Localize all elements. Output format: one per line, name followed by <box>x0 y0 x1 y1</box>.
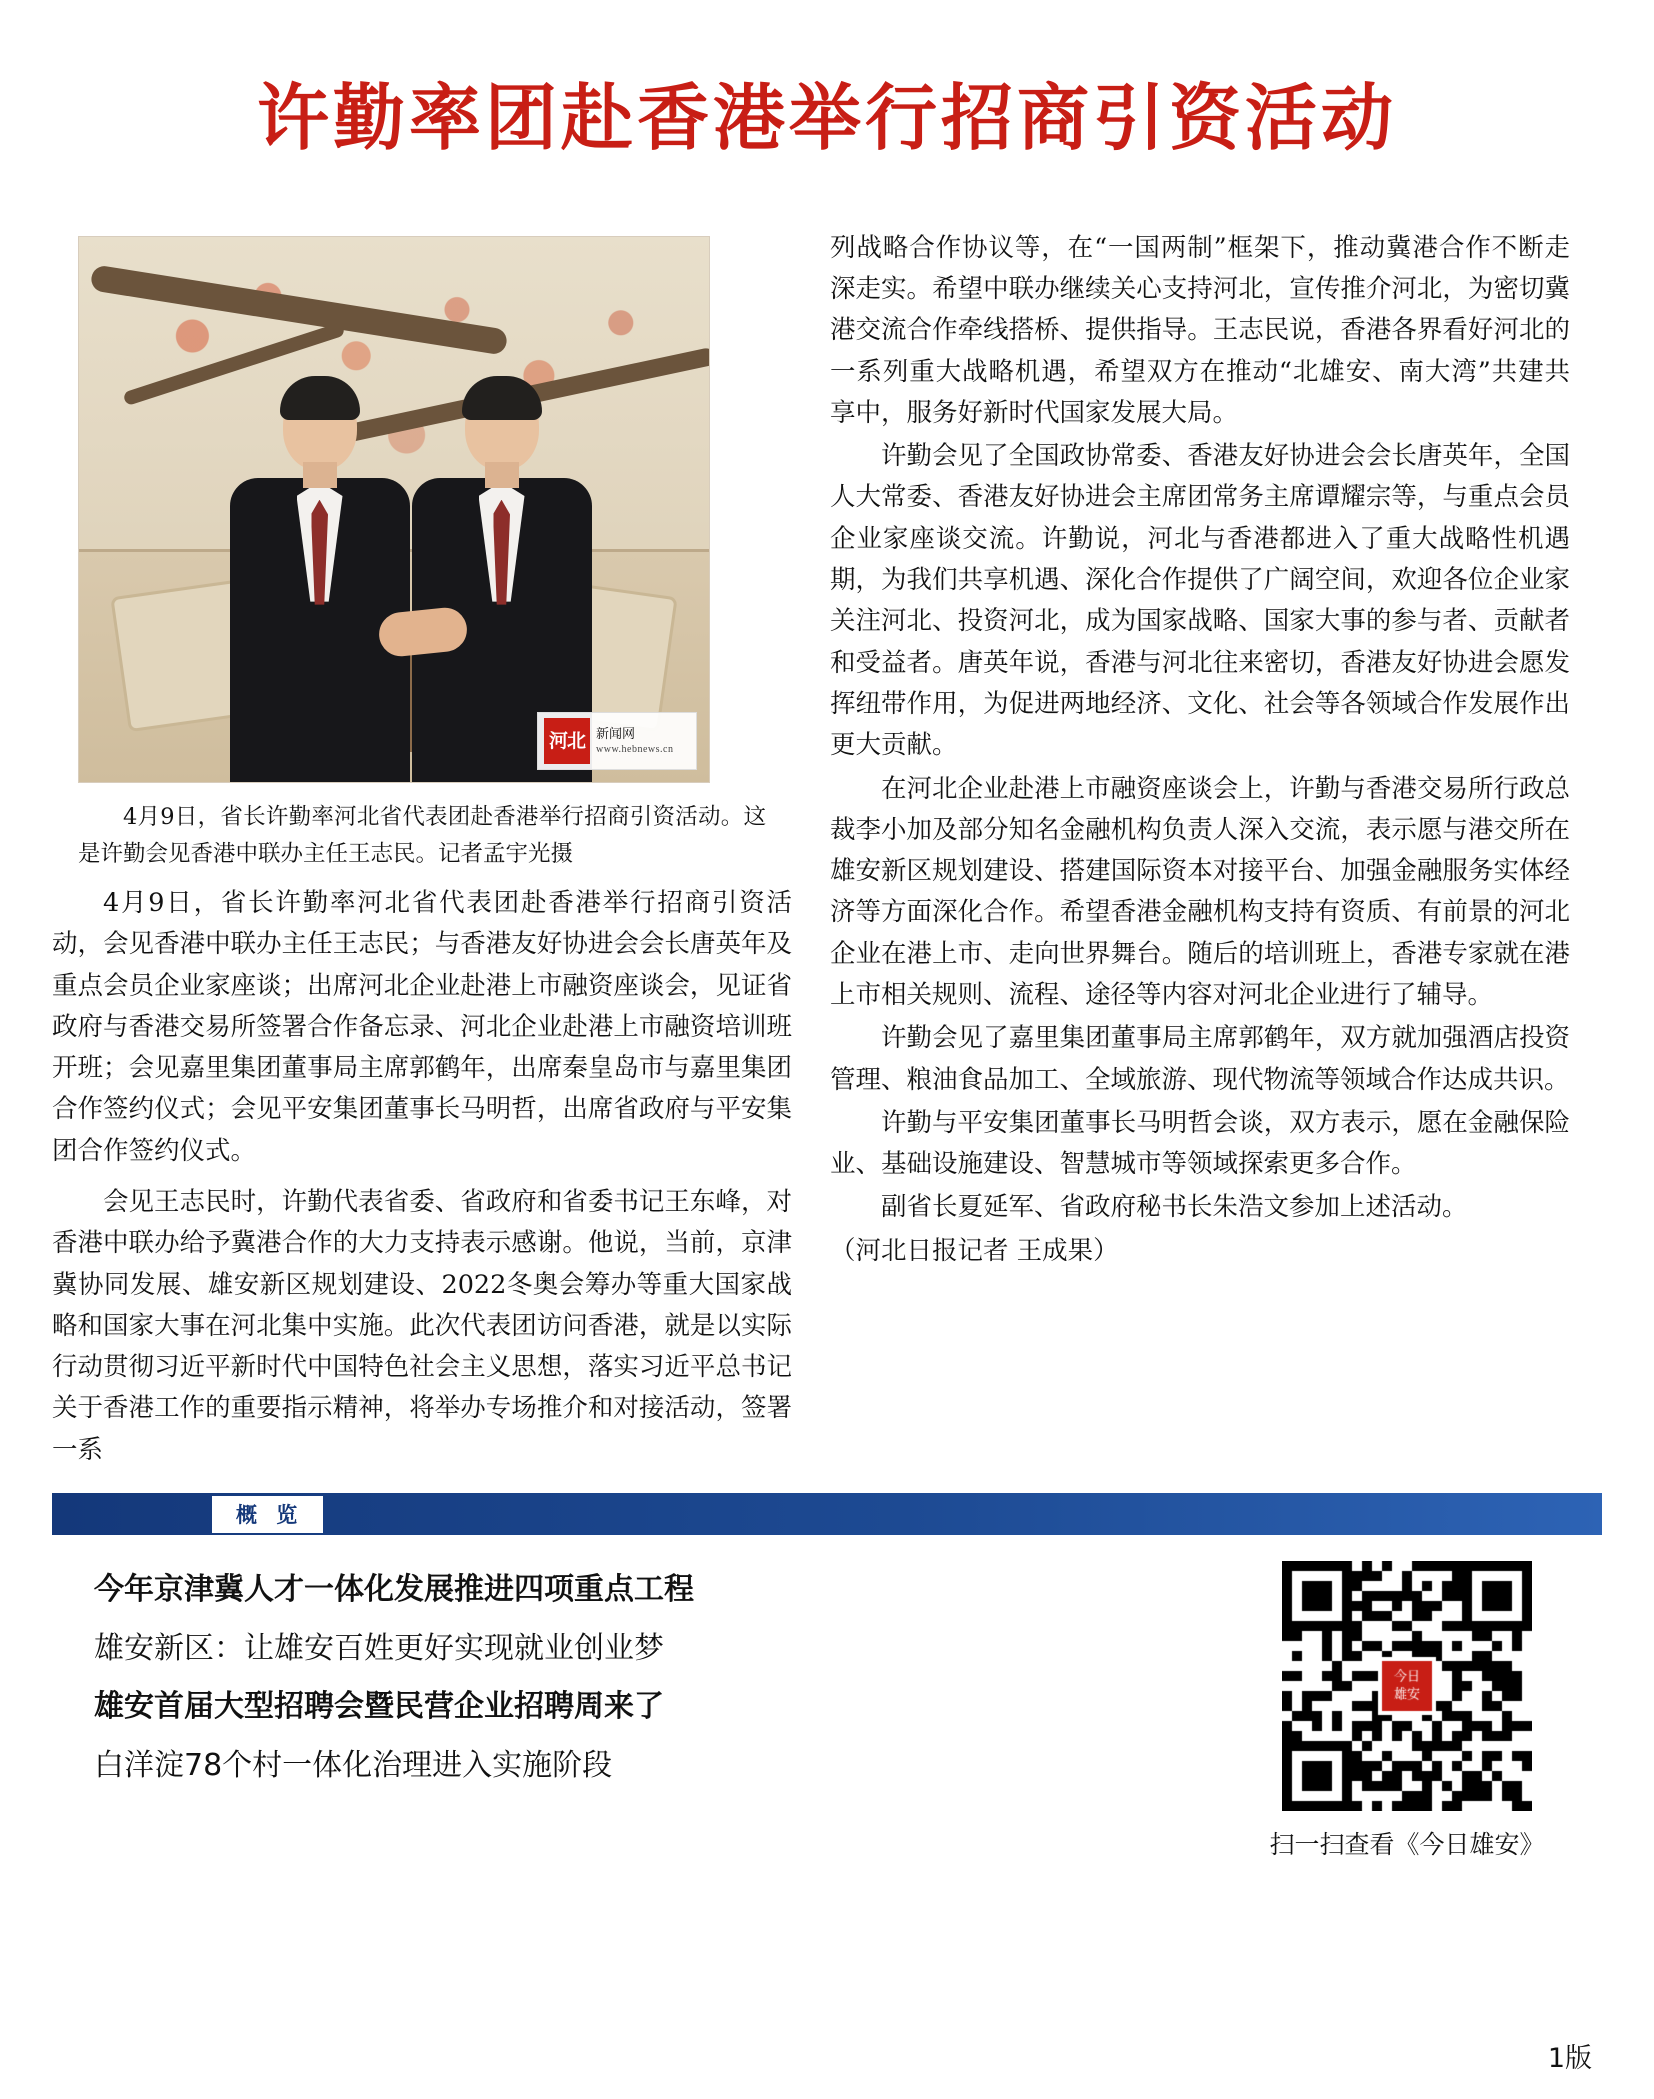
neck <box>303 462 337 488</box>
overview-list <box>52 1561 1242 1795</box>
hebnews-sub: 新闻网 <box>596 726 636 742</box>
paragraph: 许勤会见了全国政协常委、香港友好协进会会长唐英年，全国人大常委、香港友好协进会主席团常务主席谭耀宗等，与重点会员企业家座谈交流。许勤说，河北与香港都进入了重大战略性机遇期，为我们共享机遇、深化合作提供了广阔空间，欢迎各位企业家关注河北、投资河北，成为国家战略、国家大事的参与者、贡献者和受益者。唐英年说，香港与河北往来密切，香港友好协进会愿发挥纽带作用，为促进两地经济、文化、社会等各领域合作发展作出更大贡献。 <box>830 441 1570 761</box>
byline: （河北日报记者 王成果） <box>830 1235 1119 1266</box>
neck <box>485 462 519 488</box>
article-body <box>52 228 1602 1471</box>
paragraph: 4月9日，省长许勤率河北省代表团赴香港举行招商引资活动，会见香港中联办主任王志民；与香港友好协进会会长唐英年及重点会员企业家座谈；出席河北企业赴港上市融资座谈会，见证省政府与香港交易所签署合作备忘录、河北企业赴港上市融资培训班开班；会见嘉里集团董事局主席郭鹤年，出席秦皇岛市与嘉里集团合作签约仪式；会见平安集团董事长马明哲，出席省政府与平安集团合作签约仪式。 <box>52 887 792 1166</box>
article-photo <box>78 236 710 783</box>
hair <box>280 376 360 420</box>
qr-area <box>1242 1561 1602 1861</box>
newspaper-page <box>0 48 1654 2099</box>
hebnews-text <box>596 725 673 756</box>
page-title: 许勤率团赴香港举行招商引资活动 <box>256 75 1397 161</box>
list-item[interactable]: 白洋淀78个村一体化治理进入实施阶段 <box>94 1747 613 1783</box>
list-item[interactable]: 雄安新区：让雄安百姓更好实现就业创业梦 <box>94 1630 664 1666</box>
overview-section <box>52 1561 1602 1861</box>
paragraph: 会见王志民时，许勤代表省委、省政府和省委书记王东峰，对香港中联办给予冀港合作的大力支持表示感谢。他说，当前，京津冀协同发展、雄安新区规划建设、2022冬奥会筹办等重大国家战略和国家大事在河北集中实施。此次代表团访问香港，就是以实际行动贯彻习近平新时代中国特色社会主义思想，落实习近平总书记关于香港工作的重要指示精神，将举办专场推介和对接活动，签署一系 <box>52 1186 792 1465</box>
qr-label: 扫一扫查看《今日雄安》 <box>1269 1830 1545 1860</box>
left-column <box>52 228 792 1471</box>
paragraph: 列战略合作协议等，在“一国两制”框架下，推动冀港合作不断走深走实。希望中联办继续关心支持河北，宣传推介河北，为密切冀港交流合作牵线搭桥、提供指导。王志民说，香港各界看好河北的一系列重大战略机遇，希望双方在推动“北雄安、南大湾”共建共享中，服务好新时代国家发展大局。 <box>830 232 1570 428</box>
list-item[interactable]: 雄安首届大型招聘会暨民营企业招聘周来了 <box>94 1689 664 1725</box>
hebnews-url: www.hebnews.cn <box>596 743 674 755</box>
right-column <box>830 228 1570 1272</box>
photo-person-left <box>227 382 412 782</box>
hebnews-watermark <box>537 712 697 770</box>
overview-label: 概 览 <box>212 1496 323 1533</box>
qr-code[interactable] <box>1282 1561 1532 1811</box>
photo-caption: 4月9日，省长许勤率河北省代表团赴香港举行招商引资活动。这是许勤会见香港中联办主任王志民。记者孟宇光摄 <box>78 803 766 867</box>
paragraph: 副省长夏延军、省政府秘书长朱浩文参加上述活动。 <box>881 1192 1468 1223</box>
paragraph: 许勤会见了嘉里集团董事局主席郭鹤年，双方就加强酒店投资管理、粮油食品加工、全域旅游、现代物流等领域合作达成共识。 <box>830 1023 1570 1095</box>
hebnews-mark: 河北 <box>544 718 590 764</box>
paragraph: 许勤与平安集团董事长马明哲会谈，双方表示，愿在金融保险业、基础设施建设、智慧城市等领域探索更多合作。 <box>830 1107 1570 1180</box>
paragraph: 在河北企业赴港上市融资座谈会上，许勤与香港交易所行政总裁李小加及部分知名金融机构负责人深入交流，表示愿与港交所在雄安新区规划建设、搭建国际资本对接平台、加强金融服务实体经济等方面深化合作。希望香港金融机构支持有资质、有前景的河北企业在港上市、走向世界舞台。随后的培训班上，香港专家就在港上市相关规则、流程、途径等内容对河北企业进行了辅导。 <box>830 773 1570 1010</box>
overview-band <box>52 1493 1602 1535</box>
list-item[interactable]: 今年京津冀人才一体化发展推进四项重点工程 <box>94 1572 694 1608</box>
page-number: 1版 <box>1547 2043 1592 2075</box>
hair <box>462 376 542 420</box>
